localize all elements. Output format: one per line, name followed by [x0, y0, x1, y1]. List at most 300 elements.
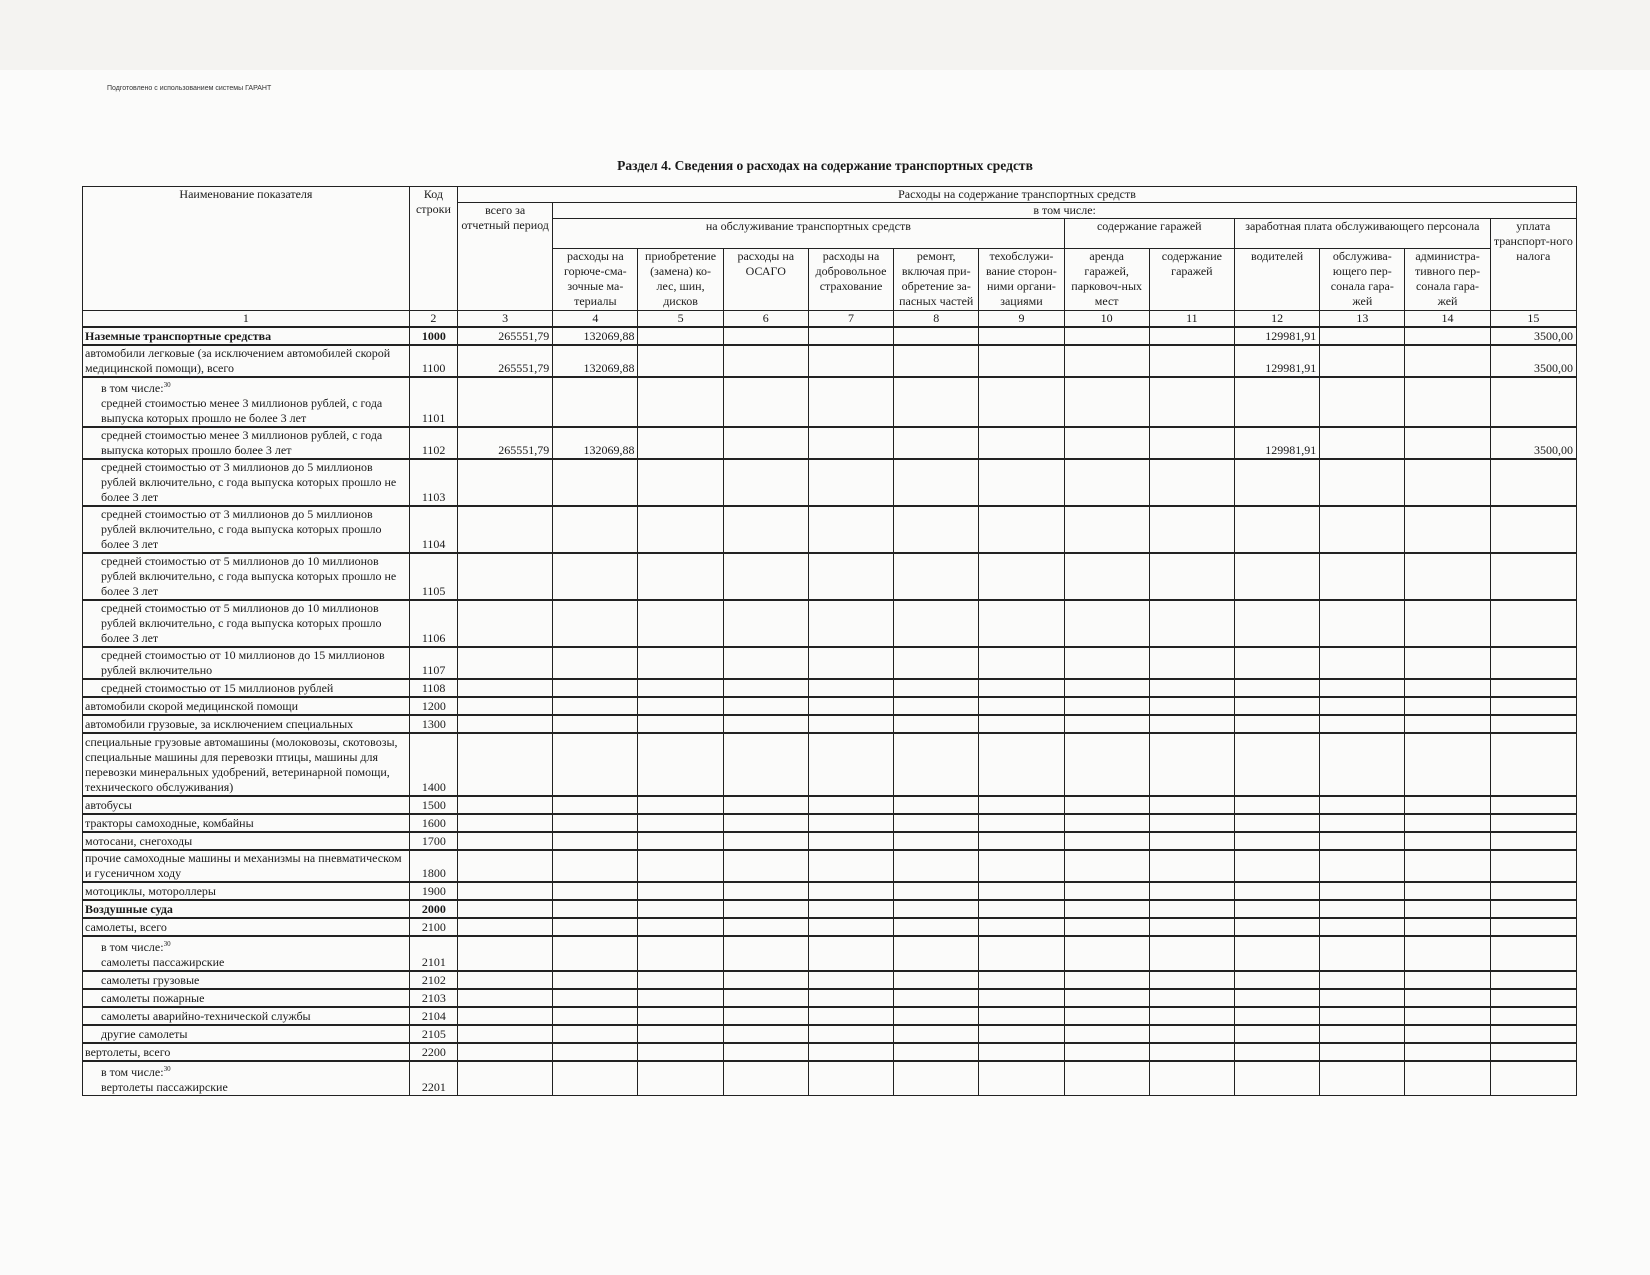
cell-tires [638, 733, 723, 796]
cell-repair [894, 796, 979, 814]
cell-garage-staff [1320, 697, 1405, 715]
cell-fuel [553, 733, 638, 796]
cell-maintenance [979, 814, 1064, 832]
cell-repair [894, 1061, 979, 1096]
cell-osago [723, 1007, 808, 1025]
cell-tax [1490, 1043, 1576, 1061]
cell-maintenance [979, 679, 1064, 697]
cell-fuel [553, 814, 638, 832]
cell-repair [894, 971, 979, 989]
cell-drivers [1234, 679, 1319, 697]
row-code: 2102 [409, 971, 457, 989]
cell-osago [723, 345, 808, 377]
cell-admin-staff [1405, 506, 1490, 553]
indicator-name: средней стоимостью менее 3 миллионов рублей, с года выпуска которых прошло более 3 лет [83, 427, 410, 459]
cell-garage-staff [1320, 814, 1405, 832]
cell-repair [894, 733, 979, 796]
indicator-name: Наземные транспортные средства [83, 327, 410, 345]
cell-drivers: 129981,91 [1234, 345, 1319, 377]
cell-osago [723, 1061, 808, 1096]
cell-garage-keep [1149, 647, 1234, 679]
cell-voluntary [808, 679, 893, 697]
table-row [83, 850, 1577, 882]
cell-garage-keep [1149, 1007, 1234, 1025]
cell-voluntary [808, 506, 893, 553]
cell-tax [1490, 1061, 1576, 1096]
cell-garage-staff [1320, 989, 1405, 1007]
cell-maintenance [979, 733, 1064, 796]
cell-drivers [1234, 697, 1319, 715]
row-code: 1107 [409, 647, 457, 679]
header-garages: содержание гаражей [1064, 219, 1234, 249]
cell-admin-staff [1405, 345, 1490, 377]
cell-voluntary [808, 989, 893, 1007]
table-row [83, 733, 1577, 796]
cell-maintenance [979, 918, 1064, 936]
cell-garage-staff [1320, 882, 1405, 900]
row-code: 1106 [409, 600, 457, 647]
cell-tires [638, 936, 723, 971]
cell-drivers: 129981,91 [1234, 327, 1319, 345]
cell-voluntary [808, 1025, 893, 1043]
cell-osago [723, 989, 808, 1007]
cell-drivers: 129981,91 [1234, 427, 1319, 459]
cell-total [457, 647, 552, 679]
cell-admin-staff [1405, 989, 1490, 1007]
cell-drivers [1234, 715, 1319, 733]
cell-tires [638, 918, 723, 936]
cell-total [457, 1061, 552, 1096]
cell-admin-staff [1405, 1025, 1490, 1043]
cell-rent [1064, 1061, 1149, 1096]
header-rent: аренда гаражей, парковоч-ных мест [1064, 249, 1149, 311]
cell-admin-staff [1405, 936, 1490, 971]
row-code: 2100 [409, 918, 457, 936]
cell-repair [894, 918, 979, 936]
cell-tires [638, 647, 723, 679]
cell-fuel [553, 900, 638, 918]
cell-repair [894, 1043, 979, 1061]
cell-garage-keep [1149, 459, 1234, 506]
row-code: 1400 [409, 733, 457, 796]
cell-maintenance [979, 796, 1064, 814]
cell-fuel [553, 679, 638, 697]
cell-repair [894, 715, 979, 733]
cell-repair [894, 600, 979, 647]
cell-tax [1490, 1025, 1576, 1043]
cell-maintenance [979, 377, 1064, 427]
cell-drivers [1234, 1007, 1319, 1025]
cell-garage-staff [1320, 733, 1405, 796]
row-code: 1108 [409, 679, 457, 697]
cell-rent [1064, 850, 1149, 882]
cell-tires [638, 850, 723, 882]
cell-rent [1064, 697, 1149, 715]
cell-maintenance [979, 715, 1064, 733]
cell-garage-keep [1149, 832, 1234, 850]
cell-fuel: 132069,88 [553, 327, 638, 345]
cell-repair [894, 1007, 979, 1025]
cell-drivers [1234, 971, 1319, 989]
cell-repair [894, 459, 979, 506]
cell-fuel [553, 715, 638, 733]
cell-fuel [553, 600, 638, 647]
cell-admin-staff [1405, 918, 1490, 936]
cell-maintenance [979, 697, 1064, 715]
cell-tires [638, 506, 723, 553]
column-number: 13 [1320, 311, 1405, 328]
cell-total [457, 1007, 552, 1025]
cell-tax: 3500,00 [1490, 427, 1576, 459]
header-garage-staff: обслужива-ющего пер-сонала гара-жей [1320, 249, 1405, 311]
cell-maintenance [979, 936, 1064, 971]
cell-repair [894, 989, 979, 1007]
header-expenses: Расходы на содержание транспортных средств [457, 187, 1576, 203]
cell-garage-keep [1149, 918, 1234, 936]
cell-garage-keep [1149, 971, 1234, 989]
cell-drivers [1234, 459, 1319, 506]
row-code: 1500 [409, 796, 457, 814]
cell-garage-keep [1149, 427, 1234, 459]
indicator-name: самолеты аварийно-технической службы [83, 1007, 410, 1025]
cell-repair [894, 814, 979, 832]
cell-voluntary [808, 600, 893, 647]
cell-voluntary [808, 900, 893, 918]
cell-total [457, 553, 552, 600]
cell-maintenance [979, 900, 1064, 918]
header-note: Подготовлено с использованием системы ГАРАНТ [107, 85, 272, 92]
cell-rent [1064, 936, 1149, 971]
cell-maintenance [979, 989, 1064, 1007]
table-row [83, 679, 1577, 697]
cell-voluntary [808, 345, 893, 377]
cell-total [457, 989, 552, 1007]
header-indicator-name: Наименование показателя [83, 187, 410, 311]
cell-tax [1490, 989, 1576, 1007]
cell-tax [1490, 850, 1576, 882]
cell-admin-staff [1405, 1043, 1490, 1061]
cell-repair [894, 832, 979, 850]
cell-repair [894, 697, 979, 715]
cell-garage-staff [1320, 918, 1405, 936]
cell-drivers [1234, 900, 1319, 918]
cell-voluntary [808, 832, 893, 850]
cell-repair [894, 850, 979, 882]
cell-rent [1064, 647, 1149, 679]
cell-garage-staff [1320, 796, 1405, 814]
cell-admin-staff [1405, 427, 1490, 459]
cell-garage-keep [1149, 553, 1234, 600]
cell-drivers [1234, 377, 1319, 427]
cell-drivers [1234, 814, 1319, 832]
cell-voluntary [808, 936, 893, 971]
cell-rent [1064, 679, 1149, 697]
cell-garage-staff [1320, 553, 1405, 600]
column-number: 14 [1405, 311, 1490, 328]
cell-repair [894, 345, 979, 377]
cell-admin-staff [1405, 850, 1490, 882]
cell-maintenance [979, 553, 1064, 600]
cell-tires [638, 900, 723, 918]
cell-garage-staff [1320, 377, 1405, 427]
cell-tires [638, 1007, 723, 1025]
cell-tax [1490, 679, 1576, 697]
cell-maintenance [979, 1007, 1064, 1025]
header-salary: заработная плата обслуживающего персонала [1234, 219, 1490, 249]
cell-garage-keep [1149, 882, 1234, 900]
row-code: 1100 [409, 345, 457, 377]
cell-drivers [1234, 918, 1319, 936]
cell-tires [638, 327, 723, 345]
cell-rent [1064, 327, 1149, 345]
cell-tires [638, 715, 723, 733]
cell-repair [894, 647, 979, 679]
cell-rent [1064, 1007, 1149, 1025]
cell-tax [1490, 647, 1576, 679]
cell-garage-keep [1149, 1061, 1234, 1096]
cell-admin-staff [1405, 697, 1490, 715]
cell-fuel [553, 647, 638, 679]
cell-total [457, 1043, 552, 1061]
cell-garage-staff [1320, 715, 1405, 733]
indicator-name: автомобили грузовые, за исключением специальных [83, 715, 410, 733]
cell-garage-staff [1320, 327, 1405, 345]
cell-voluntary [808, 796, 893, 814]
cell-fuel [553, 971, 638, 989]
cell-total [457, 900, 552, 918]
cell-tax [1490, 377, 1576, 427]
cell-total [457, 733, 552, 796]
table-row [83, 971, 1577, 989]
cell-osago [723, 1025, 808, 1043]
header-total: всего за отчетный период [457, 203, 552, 311]
cell-repair [894, 1025, 979, 1043]
cell-osago [723, 796, 808, 814]
row-code: 1105 [409, 553, 457, 600]
cell-voluntary [808, 1061, 893, 1096]
cell-voluntary [808, 715, 893, 733]
cell-drivers [1234, 832, 1319, 850]
cell-rent [1064, 918, 1149, 936]
column-number: 11 [1149, 311, 1234, 328]
table-row [83, 345, 1577, 377]
cell-maintenance [979, 832, 1064, 850]
indicator-name: самолеты пожарные [83, 989, 410, 1007]
cell-tax [1490, 733, 1576, 796]
cell-tax [1490, 715, 1576, 733]
table-body [83, 327, 1577, 1096]
row-code: 1000 [409, 327, 457, 345]
cell-osago [723, 1043, 808, 1061]
cell-drivers [1234, 850, 1319, 882]
cell-total [457, 936, 552, 971]
cell-rent [1064, 900, 1149, 918]
cell-admin-staff [1405, 553, 1490, 600]
cell-admin-staff [1405, 647, 1490, 679]
row-code: 2101 [409, 936, 457, 971]
cell-tax [1490, 1007, 1576, 1025]
cell-total: 265551,79 [457, 345, 552, 377]
cell-garage-staff [1320, 647, 1405, 679]
header-garage-keep: содержание гаражей [1149, 249, 1234, 311]
cell-garage-staff [1320, 427, 1405, 459]
header-drivers: водителей [1234, 249, 1319, 311]
cell-garage-keep [1149, 600, 1234, 647]
cell-osago [723, 647, 808, 679]
cell-voluntary [808, 327, 893, 345]
cell-rent [1064, 345, 1149, 377]
header-maintenance: техобслужи-вание сторон-ними органи-зациями [979, 249, 1064, 311]
cell-voluntary [808, 459, 893, 506]
column-number: 5 [638, 311, 723, 328]
cell-fuel [553, 697, 638, 715]
cell-total [457, 882, 552, 900]
cell-total [457, 459, 552, 506]
cell-maintenance [979, 1043, 1064, 1061]
table-row [83, 506, 1577, 553]
cell-drivers [1234, 553, 1319, 600]
cell-maintenance [979, 427, 1064, 459]
row-code: 1700 [409, 832, 457, 850]
cell-fuel [553, 1061, 638, 1096]
row-code: 1300 [409, 715, 457, 733]
row-code: 1102 [409, 427, 457, 459]
cell-admin-staff [1405, 882, 1490, 900]
cell-garage-keep [1149, 327, 1234, 345]
indicator-name: тракторы самоходные, комбайны [83, 814, 410, 832]
cell-garage-staff [1320, 345, 1405, 377]
indicator-name: автомобили легковые (за исключением автомобилей скорой медицинской помощи), всего [83, 345, 410, 377]
cell-rent [1064, 600, 1149, 647]
cell-tires [638, 459, 723, 506]
cell-garage-staff [1320, 506, 1405, 553]
cell-drivers [1234, 1025, 1319, 1043]
cell-rent [1064, 459, 1149, 506]
cell-rent [1064, 882, 1149, 900]
cell-maintenance [979, 850, 1064, 882]
cell-admin-staff [1405, 1007, 1490, 1025]
cell-tax [1490, 506, 1576, 553]
cell-osago [723, 459, 808, 506]
cell-tires [638, 832, 723, 850]
table-row [83, 600, 1577, 647]
header-tires: приобретение (замена) ко-лес, шин, дисков [638, 249, 723, 311]
cell-osago [723, 377, 808, 427]
column-number: 12 [1234, 311, 1319, 328]
header-voluntary: расходы на добровольное страхование [808, 249, 893, 311]
column-number: 4 [553, 311, 638, 328]
cell-rent [1064, 553, 1149, 600]
cell-voluntary [808, 882, 893, 900]
cell-maintenance [979, 506, 1064, 553]
cell-repair [894, 427, 979, 459]
indicator-name: в том числе:$^{30}$ самолеты пассажирские [83, 936, 410, 971]
cell-drivers [1234, 600, 1319, 647]
indicator-name: в том числе:$^{30}$ вертолеты пассажирские [83, 1061, 410, 1096]
table-row [83, 989, 1577, 1007]
cell-fuel: 132069,88 [553, 345, 638, 377]
table-row [83, 1061, 1577, 1096]
cell-total: 265551,79 [457, 427, 552, 459]
cell-total [457, 918, 552, 936]
cell-garage-keep [1149, 697, 1234, 715]
cell-tires [638, 600, 723, 647]
column-number: 10 [1064, 311, 1149, 328]
cell-voluntary [808, 427, 893, 459]
cell-tires [638, 1025, 723, 1043]
indicator-name: мотосани, снегоходы [83, 832, 410, 850]
cell-garage-keep [1149, 679, 1234, 697]
cell-repair [894, 377, 979, 427]
cell-repair [894, 553, 979, 600]
indicator-name: средней стоимостью от 10 миллионов до 15 миллионов рублей включительно [83, 647, 410, 679]
cell-total [457, 814, 552, 832]
table-row [83, 715, 1577, 733]
cell-drivers [1234, 1043, 1319, 1061]
indicator-name: автобусы [83, 796, 410, 814]
cell-drivers [1234, 1061, 1319, 1096]
cell-osago [723, 600, 808, 647]
cell-tax [1490, 553, 1576, 600]
table-row [83, 427, 1577, 459]
cell-garage-staff [1320, 600, 1405, 647]
cell-tax [1490, 600, 1576, 647]
cell-garage-staff [1320, 1061, 1405, 1096]
cell-drivers [1234, 506, 1319, 553]
cell-tax [1490, 459, 1576, 506]
cell-garage-keep [1149, 733, 1234, 796]
table-row [83, 377, 1577, 427]
cell-maintenance [979, 882, 1064, 900]
cell-voluntary [808, 697, 893, 715]
header-repair: ремонт, включая при-обретение за-пасных частей [894, 249, 979, 311]
table-row [83, 882, 1577, 900]
cell-maintenance [979, 1061, 1064, 1096]
indicator-name: средней стоимостью от 3 миллионов до 5 миллионов рублей включительно, с года выпуска которых прошло более 3 лет [83, 506, 410, 553]
cell-garage-keep [1149, 900, 1234, 918]
header-row-code: Код строки [409, 187, 457, 311]
cell-total [457, 832, 552, 850]
cell-osago [723, 918, 808, 936]
cell-drivers [1234, 796, 1319, 814]
cell-tax [1490, 814, 1576, 832]
cell-tires [638, 1043, 723, 1061]
cell-tires [638, 796, 723, 814]
table-row [83, 1025, 1577, 1043]
column-number: 6 [723, 311, 808, 328]
table-row [83, 918, 1577, 936]
cell-garage-staff [1320, 936, 1405, 971]
cell-drivers [1234, 733, 1319, 796]
cell-maintenance [979, 647, 1064, 679]
cell-osago [723, 427, 808, 459]
indicator-name: средней стоимостью от 15 миллионов рублей [83, 679, 410, 697]
cell-tires [638, 1061, 723, 1096]
row-code: 1200 [409, 697, 457, 715]
cell-admin-staff [1405, 1061, 1490, 1096]
cell-osago [723, 553, 808, 600]
cell-osago [723, 697, 808, 715]
indicator-name: самолеты грузовые [83, 971, 410, 989]
column-number: 9 [979, 311, 1064, 328]
cell-garage-keep [1149, 1025, 1234, 1043]
cell-osago [723, 715, 808, 733]
column-number: 1 [83, 311, 410, 328]
cell-rent [1064, 796, 1149, 814]
cell-total [457, 600, 552, 647]
cell-garage-keep [1149, 814, 1234, 832]
cell-admin-staff [1405, 600, 1490, 647]
